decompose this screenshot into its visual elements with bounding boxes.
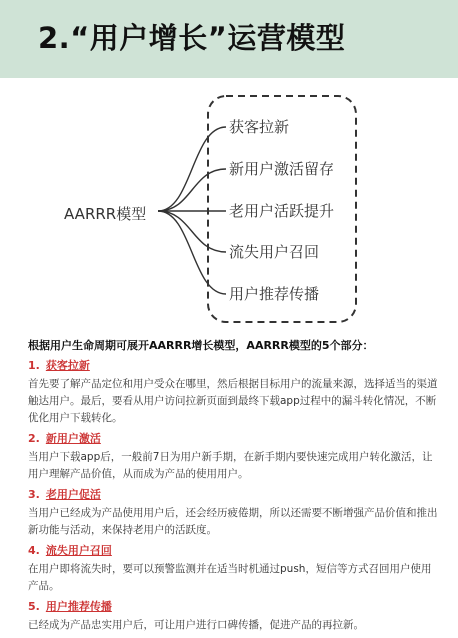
section-number: 1. — [28, 359, 40, 372]
section-title: 获客拉新 — [45, 359, 90, 372]
intro-text: 根据用户生命周期可展开AARRR增长模型，AARRR模型的5个部分： — [28, 339, 374, 352]
article-body — [28, 338, 440, 638]
branch-line-4 — [158, 211, 226, 252]
section-heading — [28, 358, 440, 374]
section-heading — [28, 543, 440, 559]
header-banner — [0, 0, 458, 78]
section-3 — [28, 487, 440, 539]
mindmap-center-label: AARRR模型 — [64, 205, 147, 223]
section-heading — [28, 431, 440, 447]
section-body: 当用户下载app后，一般前7日为用户新手期，在新手期内要快速完成用户转化激活，让用户理解产品价值，从而成为产品的使用用户。 — [28, 451, 433, 480]
section-heading — [28, 599, 440, 615]
section-body: 在用户即将流失时，要可以预警监测并在适当时机通过push，短信等方式召回用户使用产品。 — [28, 563, 432, 592]
section-4 — [28, 543, 440, 595]
mindmap-node-1: 获客拉新 — [229, 118, 290, 136]
branch-line-2 — [158, 169, 226, 211]
section-5 — [28, 599, 440, 634]
section-number: 5. — [28, 600, 40, 613]
section-1 — [28, 358, 440, 427]
section-body: 首先要了解产品定位和用户受众在哪里，然后根据目标用户的流量来源，选择适当的渠道触达用户。最后，要看从用户访问拉新页面到最终下载app过程中的漏斗转化情况，不断优化用户下载转化。 — [28, 378, 438, 424]
section-title: 老用户促活 — [45, 488, 101, 501]
mindmap-node-4: 流失用户召回 — [229, 243, 320, 261]
section-title: 流失用户召回 — [45, 544, 112, 557]
section-body: 已经成为产品忠实用户后，可让用户进行口碑传播，促进产品的再拉新。 — [28, 619, 364, 631]
mindmap-node-3: 老用户活跃提升 — [229, 202, 335, 220]
section-number: 4. — [28, 544, 40, 557]
section-body: 当用户已经成为产品使用用户后，还会经历疲倦期，所以还需要不断增强产品价值和推出新功能与活动，来保持老用户的活跃度。 — [28, 507, 438, 536]
section-number: 3. — [28, 488, 40, 501]
mindmap-node-5: 用户推荐传播 — [229, 285, 320, 303]
section-2 — [28, 431, 440, 483]
branch-line-1 — [158, 127, 226, 211]
aarrr-mindmap — [0, 90, 458, 335]
section-title: 用户推荐传播 — [45, 600, 112, 613]
section-heading — [28, 487, 440, 503]
section-title: 新用户激活 — [45, 432, 101, 445]
section-number: 2. — [28, 432, 40, 445]
mindmap-node-2: 新用户激活留存 — [229, 160, 335, 178]
page-title: 2.“用户增长”运营模型 — [38, 21, 346, 55]
branch-line-5 — [158, 211, 226, 294]
